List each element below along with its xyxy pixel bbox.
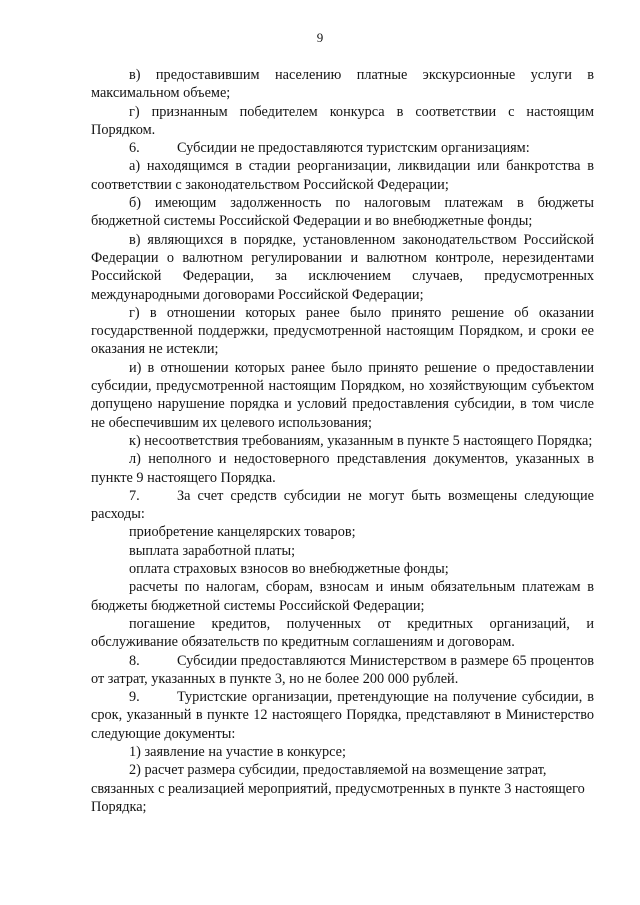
section-number: 7.: [129, 487, 140, 504]
paragraph-item-v: в) предоставившим населению платные экскурсионные услуги в максимальном объеме;: [91, 67, 594, 102]
paragraph-item-v2: в) являющихся в порядке, установленном законодательством Российской Федерации о валютном регулировании и валютном контроле, нерезидентами Российской Федерации, за исключением случаев, предусмотренных международными договорами Российской Федерации;: [91, 231, 594, 303]
paragraph-expense-3: оплата страховых взносов во внебюджетные фонды;: [129, 561, 449, 578]
paragraph-item-i: и) в отношении которых ранее было принято решение о предоставлении субсидии, предусмотренной настоящим Порядком, но хозяйствующим субъектом допущено нарушение порядка и условий предоставления субсидии, в том числе не обеспечившим их целевого использования;: [91, 359, 594, 431]
paragraph-section-9: 9. Туристские организации, претендующие на получение субсидии, в срок, указанный в пункте 12 настоящего Порядка, представляют в Министерство следующие документы:: [91, 689, 594, 742]
paragraph-doc-2: 2) расчет размера субсидии, предоставляемой на возмещение затрат, связанных с реализацией мероприятий, предусмотренных в пункте 3 настоящего Порядка;: [91, 762, 585, 815]
paragraph-expense-5: погашение кредитов, полученных от кредитных организаций, и обслуживание обязательств по кредитным соглашениям и договорам.: [91, 615, 594, 651]
paragraph-section-7: 7. За счет средств субсидии не могут быть возмещены следующие расходы:: [91, 487, 594, 523]
page-number: 9: [316, 30, 324, 45]
section-number: 6.: [129, 140, 140, 157]
paragraph-item-b: б) имеющим задолженность по налоговым платежам в бюджеты бюджетной системы Российской Федерации и во внебюджетные фонды;: [91, 195, 594, 230]
paragraph-item-a: а) находящимся в стадии реорганизации, ликвидации или банкротства в соответствии с законодательством Российской Федерации;: [91, 158, 594, 193]
paragraph-item-g: г) признанным победителем конкурса в соответствии с настоящим Порядком.: [91, 103, 594, 138]
section-number: 8.: [129, 652, 140, 669]
paragraph-expense-1: приобретение канцелярских товаров;: [129, 524, 356, 541]
document-body: [91, 66, 594, 816]
paragraph-item-g2: г) в отношении которых ранее было принято решение об оказании государственной поддержки, предусмотренной настоящим Порядком, и сроки ее оказания не истекли;: [91, 304, 594, 358]
paragraph-section-6: 6. Субсидии не предоставляются туристским организациям:: [129, 140, 530, 157]
paragraph-expense-2: выплата заработной платы;: [129, 542, 296, 559]
paragraph-item-l: л) неполного и недостоверного представления документов, указанных в пункте 9 настоящего Порядка.: [91, 451, 594, 486]
paragraph-section-8: 8. Субсидии предоставляются Министерством в размере 65 процентов от затрат, указанных в пункте 3, но не более 200 000 рублей.: [91, 652, 594, 687]
paragraph-expense-4: расчеты по налогам, сборам, взносам и иным обязательным платежам в бюджеты бюджетной системы Российской Федерации;: [91, 579, 594, 614]
paragraph-doc-1: 1) заявление на участие в конкурсе;: [129, 743, 346, 760]
section-number: 9.: [129, 689, 140, 706]
paragraph-item-k: к) несоответствия требованиям, указанным в пункте 5 настоящего Порядка;: [129, 432, 593, 449]
